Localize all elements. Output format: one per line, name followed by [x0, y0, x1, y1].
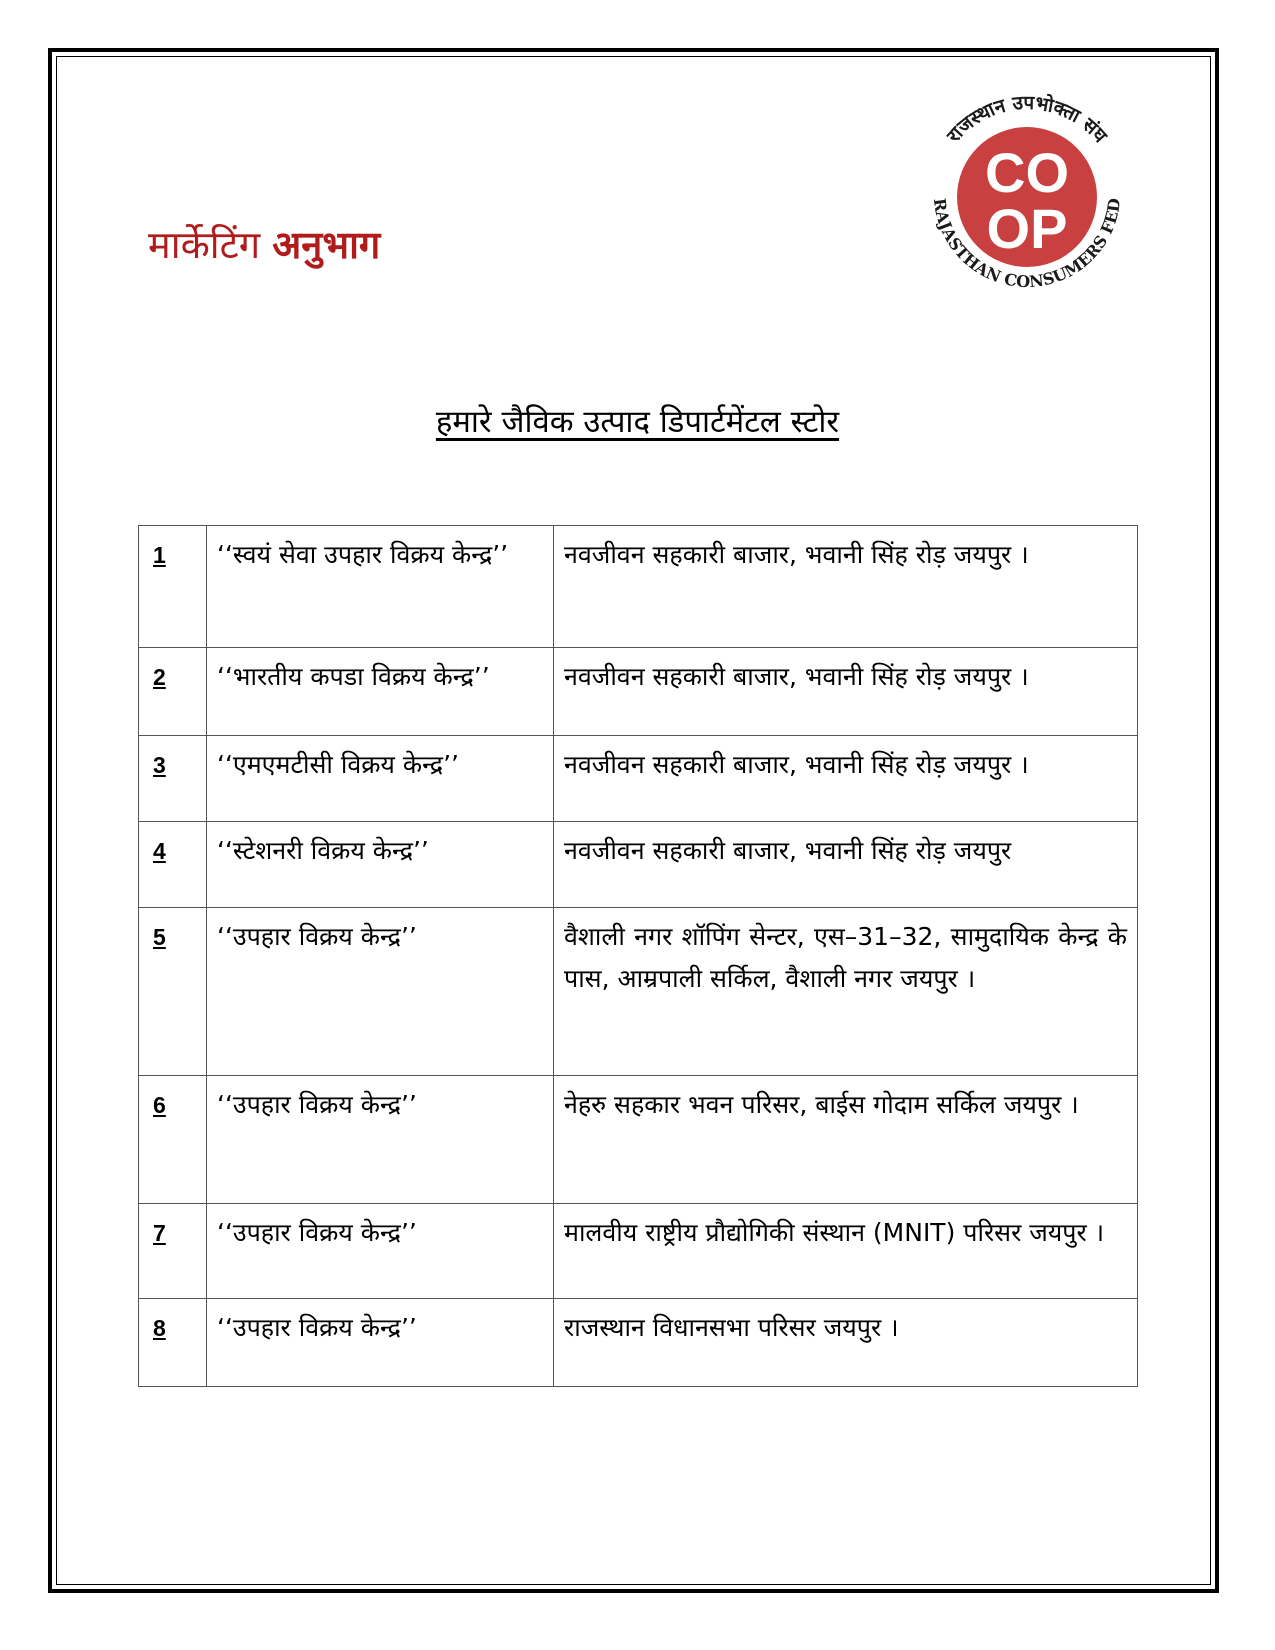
row-number: 3: [139, 736, 207, 822]
table-row: [139, 822, 1138, 908]
table-row: [139, 736, 1138, 822]
section-title-part2: अनुभाग: [272, 223, 381, 267]
store-address: राजस्थान विधानसभा परिसर जयपुर ।: [554, 1299, 1138, 1387]
row-number: 1: [139, 526, 207, 648]
store-name: ‘‘भारतीय कपडा विक्रय केन्द्र’’: [207, 648, 554, 736]
store-address: नवजीवन सहकारी बाजार, भवानी सिंह रोड़ जयपुर ।: [554, 526, 1138, 648]
section-title: [148, 218, 380, 270]
coop-logo: [912, 82, 1142, 312]
logo-line1: CO: [985, 141, 1069, 204]
store-name: ‘‘एमएमटीसी विक्रय केन्द्र’’: [207, 736, 554, 822]
store-name: ‘‘स्वयं सेवा उपहार विक्रय केन्द्र’’: [207, 526, 554, 648]
logo-line2: OP: [986, 197, 1068, 260]
table-row: [139, 648, 1138, 736]
row-number: 6: [139, 1076, 207, 1204]
table-row: [139, 908, 1138, 1076]
store-name: ‘‘उपहार विक्रय केन्द्र’’: [207, 1204, 554, 1299]
store-address: नवजीवन सहकारी बाजार, भवानी सिंह रोड़ जयपुर: [554, 822, 1138, 908]
row-number: 4: [139, 822, 207, 908]
section-title-part1: मार्केटिंग: [148, 223, 261, 267]
row-number: 2: [139, 648, 207, 736]
store-address: वैशाली नगर शॉपिंग सेन्टर, एस–31–32, सामुदायिक केन्द्र के पास, आम्रपाली सर्किल, वैशाली नगर जयपुर ।: [554, 908, 1138, 1076]
stores-table: [138, 525, 1138, 1387]
table-row: [139, 1204, 1138, 1299]
table-row: [139, 526, 1138, 648]
store-address: नेहरु सहकार भवन परिसर, बाईस गोदाम सर्किल जयपुर ।: [554, 1076, 1138, 1204]
store-name: ‘‘उपहार विक्रय केन्द्र’’: [207, 1076, 554, 1204]
row-number: 7: [139, 1204, 207, 1299]
table-row: [139, 1299, 1138, 1387]
table-row: [139, 1076, 1138, 1204]
page-heading: हमारे जैविक उत्पाद डिपार्टमेंटल स्टोर: [435, 404, 840, 440]
store-name: ‘‘उपहार विक्रय केन्द्र’’: [207, 1299, 554, 1387]
store-name: ‘‘उपहार विक्रय केन्द्र’’: [207, 908, 554, 1076]
logo-arc-text-bottom: RAJASTHAN CONSUMERS FED: [929, 197, 1125, 292]
store-address: मालवीय राष्ट्रीय प्रौद्योगिकी संस्थान (MNIT) परिसर जयपुर ।: [554, 1204, 1138, 1299]
row-number: 8: [139, 1299, 207, 1387]
row-number: 5: [139, 908, 207, 1076]
store-address: नवजीवन सहकारी बाजार, भवानी सिंह रोड़ जयपुर ।: [554, 736, 1138, 822]
logo-arc-text-top: राजस्थान उपभोक्ता संघ: [942, 91, 1112, 147]
store-name: ‘‘स्टेशनरी विक्रय केन्द्र’’: [207, 822, 554, 908]
store-address: नवजीवन सहकारी बाजार, भवानी सिंह रोड़ जयपुर ।: [554, 648, 1138, 736]
